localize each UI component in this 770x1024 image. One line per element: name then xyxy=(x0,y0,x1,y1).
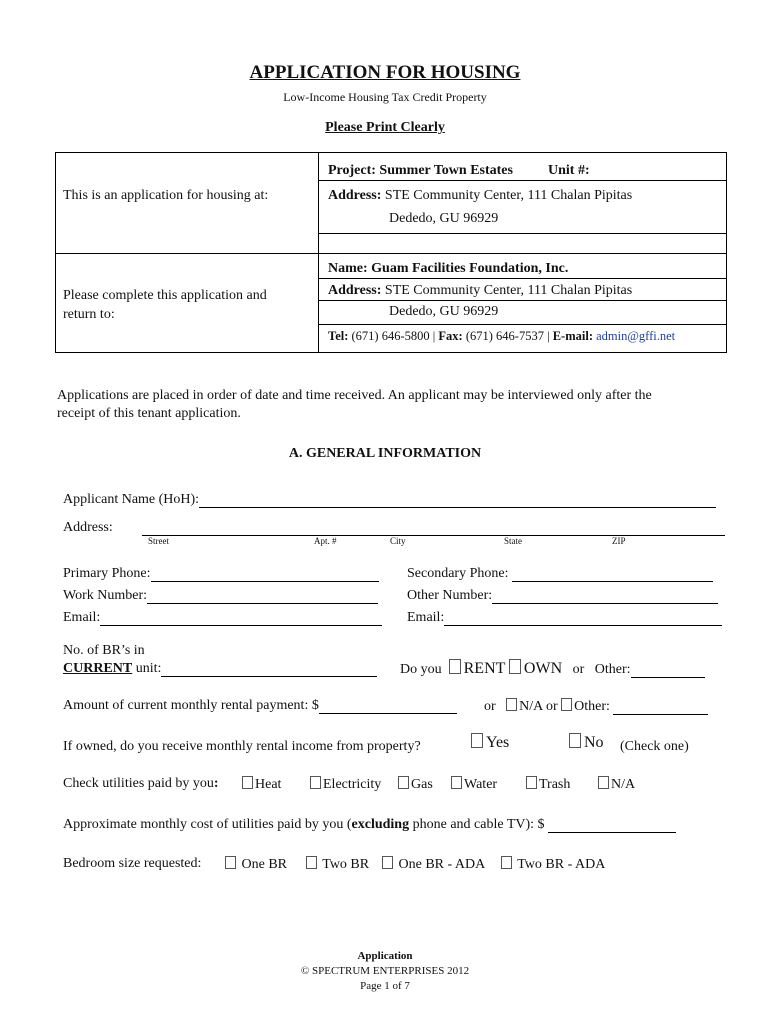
na-utility-checkbox[interactable] xyxy=(598,776,609,789)
intro-line1: Applications are placed in order of date and time received. An applicant may be interviewed only after the xyxy=(57,388,652,403)
brs-row xyxy=(63,661,377,677)
address-field[interactable] xyxy=(142,521,725,536)
sub-apt: Apt. # xyxy=(314,536,337,546)
bedroom-one xyxy=(225,856,287,873)
yes-checkbox[interactable] xyxy=(471,733,483,748)
approx-cost-row xyxy=(63,817,676,833)
brs-label-line1: No. of BR’s in xyxy=(63,643,145,658)
utility-na-label: N/A xyxy=(611,777,636,792)
bedroom-label: Bedroom size requested: xyxy=(63,856,202,871)
applicant-name-label: Applicant Name (HoH): xyxy=(63,492,200,507)
address-label: Address: xyxy=(328,188,382,203)
rent-checkbox[interactable] xyxy=(449,659,461,674)
approx-cost-post: phone and cable TV): $ xyxy=(409,817,545,832)
brs-current: CURRENT xyxy=(63,661,133,676)
work-number-row xyxy=(63,588,378,604)
brs-field[interactable] xyxy=(161,662,377,677)
brs-unit-label: unit: xyxy=(132,661,162,676)
other-field[interactable] xyxy=(631,663,705,678)
rp-other-label: Other: xyxy=(574,699,610,714)
bedroom-one-ada xyxy=(382,856,485,873)
rp-other-field[interactable] xyxy=(613,700,708,715)
electricity-checkbox[interactable] xyxy=(310,776,321,789)
rent-label: RENT xyxy=(463,660,506,677)
or-label: or xyxy=(572,662,585,677)
contact-line: Tel: (671) 646-5800 | Fax: (671) 646-7537 | E-mail: admin@gffi.net xyxy=(328,329,676,343)
bedroom-two-label: Two BR xyxy=(322,857,370,872)
utilities-label-text: Check utilities paid by you xyxy=(63,776,214,791)
email2-field[interactable] xyxy=(444,611,722,626)
primary-phone-field[interactable] xyxy=(151,567,379,582)
return-label: Please complete this application and return to: xyxy=(63,288,267,322)
approx-cost-bold: excluding xyxy=(351,817,410,832)
return-address-line2: Dededo, GU 96929 xyxy=(389,304,499,319)
two-br-ada-checkbox[interactable] xyxy=(501,856,512,869)
table-row-line xyxy=(319,180,726,181)
address-label: Address: xyxy=(63,520,113,535)
address-line2: Dededo, GU 96929 xyxy=(389,211,499,226)
other-label: Other: xyxy=(594,662,631,677)
fax-value: (671) 646-7537 xyxy=(465,329,544,343)
rental-payment-label: Amount of current monthly rental payment: $ xyxy=(63,698,319,713)
apply-label: This is an application for housing at: xyxy=(63,188,269,203)
rent-own-row xyxy=(400,659,705,678)
page-title: APPLICATION FOR HOUSING xyxy=(249,62,521,83)
return-address xyxy=(328,283,632,299)
table-row-line xyxy=(319,233,726,234)
bedroom-two-ada-label: Two BR - ADA xyxy=(517,857,606,872)
tel-value: (671) 646-5800 xyxy=(351,329,430,343)
na-or-label: N/A or xyxy=(519,699,558,714)
return-address-label: Address: xyxy=(328,283,382,298)
utilities-colon: : xyxy=(213,776,219,791)
email-row xyxy=(63,610,382,626)
email-label: Email: xyxy=(63,610,101,625)
owned-question: If owned, do you receive monthly rental income from property? xyxy=(63,739,421,754)
applicant-name-field[interactable] xyxy=(199,493,716,508)
rental-payment-field[interactable] xyxy=(319,699,457,714)
two-br-checkbox[interactable] xyxy=(306,856,317,869)
secondary-phone-row xyxy=(407,566,713,582)
sub-state: State xyxy=(504,536,522,546)
sub-street: Street xyxy=(148,536,169,546)
no-checkbox[interactable] xyxy=(569,733,581,748)
utility-water-label: Water xyxy=(464,777,498,792)
check-one-label: (Check one) xyxy=(620,739,689,754)
own-label: OWN xyxy=(523,660,563,677)
primary-phone-row xyxy=(63,566,379,582)
bedroom-two xyxy=(306,856,369,873)
utility-electricity xyxy=(310,776,381,793)
bedroom-one-ada-label: One BR - ADA xyxy=(398,857,486,872)
table-divider xyxy=(56,253,726,254)
gas-checkbox[interactable] xyxy=(398,776,409,789)
other-number-label: Other Number: xyxy=(407,588,493,603)
work-number-field[interactable] xyxy=(147,589,378,604)
yes-label: Yes xyxy=(486,734,510,751)
utility-heat xyxy=(242,776,281,793)
foundation-name: Name: Guam Facilities Foundation, Inc. xyxy=(328,261,569,276)
rp-or-label: or xyxy=(484,699,496,714)
rental-payment-row xyxy=(63,698,457,714)
email-link[interactable]: admin@gffi.net xyxy=(596,329,676,343)
email-label: E-mail: xyxy=(552,329,593,343)
section-heading: A. GENERAL INFORMATION xyxy=(288,446,482,461)
utility-electricity-label: Electricity xyxy=(323,777,382,792)
bedroom-one-label: One BR xyxy=(241,857,287,872)
property-address xyxy=(328,188,632,204)
email2-row xyxy=(407,610,722,626)
work-number-label: Work Number: xyxy=(63,588,148,603)
property-info-table xyxy=(55,152,727,353)
other-number-row xyxy=(407,588,718,604)
water-checkbox[interactable] xyxy=(451,776,462,789)
approx-cost-pre: Approximate monthly cost of utilities paid by you ( xyxy=(63,817,352,832)
heat-checkbox[interactable] xyxy=(242,776,253,789)
email-field[interactable] xyxy=(100,611,382,626)
utility-trash xyxy=(526,776,570,793)
footer-title: Application xyxy=(357,950,413,962)
unit-label: Unit #: xyxy=(548,163,590,178)
table-row-line xyxy=(319,300,726,301)
other-number-field[interactable] xyxy=(492,589,718,604)
return-address-line1: STE Community Center, 111 Chalan Pipitas xyxy=(384,283,633,298)
address-line1: STE Community Center, 111 Chalan Pipitas xyxy=(384,188,633,203)
utility-water xyxy=(451,776,497,793)
project-label: Project: Summer Town Estates xyxy=(328,163,513,178)
sub-zip: ZIP xyxy=(612,536,626,546)
rp-other-checkbox[interactable] xyxy=(561,698,572,711)
footer-copyright: © SPECTRUM ENTERPRISES 2012 xyxy=(300,965,470,977)
secondary-phone-label: Secondary Phone: xyxy=(407,566,509,581)
secondary-phone-field[interactable] xyxy=(512,567,713,582)
utility-trash-label: Trash xyxy=(539,777,571,792)
utilities-label xyxy=(63,776,219,792)
fax-label: Fax: xyxy=(438,329,463,343)
yes-option xyxy=(471,733,509,752)
utility-gas-label: Gas xyxy=(411,777,433,792)
do-you-label: Do you xyxy=(400,662,442,677)
utility-gas xyxy=(398,776,433,793)
one-br-checkbox[interactable] xyxy=(225,856,236,869)
own-checkbox[interactable] xyxy=(509,659,521,674)
approx-cost-field[interactable] xyxy=(548,818,676,833)
primary-phone-label: Primary Phone: xyxy=(63,566,151,581)
one-br-ada-checkbox[interactable] xyxy=(382,856,393,869)
no-label: No xyxy=(584,734,604,751)
applicant-name-row xyxy=(63,492,716,508)
page-subtitle: Low-Income Housing Tax Credit Property xyxy=(283,90,487,104)
tel-label: Tel: xyxy=(328,329,349,343)
rental-payment-alt xyxy=(484,698,708,715)
trash-checkbox[interactable] xyxy=(526,776,537,789)
table-row-line xyxy=(319,324,726,325)
bedroom-two-ada xyxy=(501,856,605,873)
sub-city: City xyxy=(390,536,406,546)
email2-label: Email: xyxy=(407,610,445,625)
na-checkbox[interactable] xyxy=(506,698,517,711)
utility-na xyxy=(598,776,635,793)
intro-line2: receipt of this tenant application. xyxy=(57,406,241,421)
print-note: Please Print Clearly xyxy=(325,120,445,135)
utility-heat-label: Heat xyxy=(255,777,282,792)
no-option xyxy=(569,733,604,752)
footer-page: Page 1 of 7 xyxy=(360,980,410,992)
table-row-line xyxy=(319,278,726,279)
